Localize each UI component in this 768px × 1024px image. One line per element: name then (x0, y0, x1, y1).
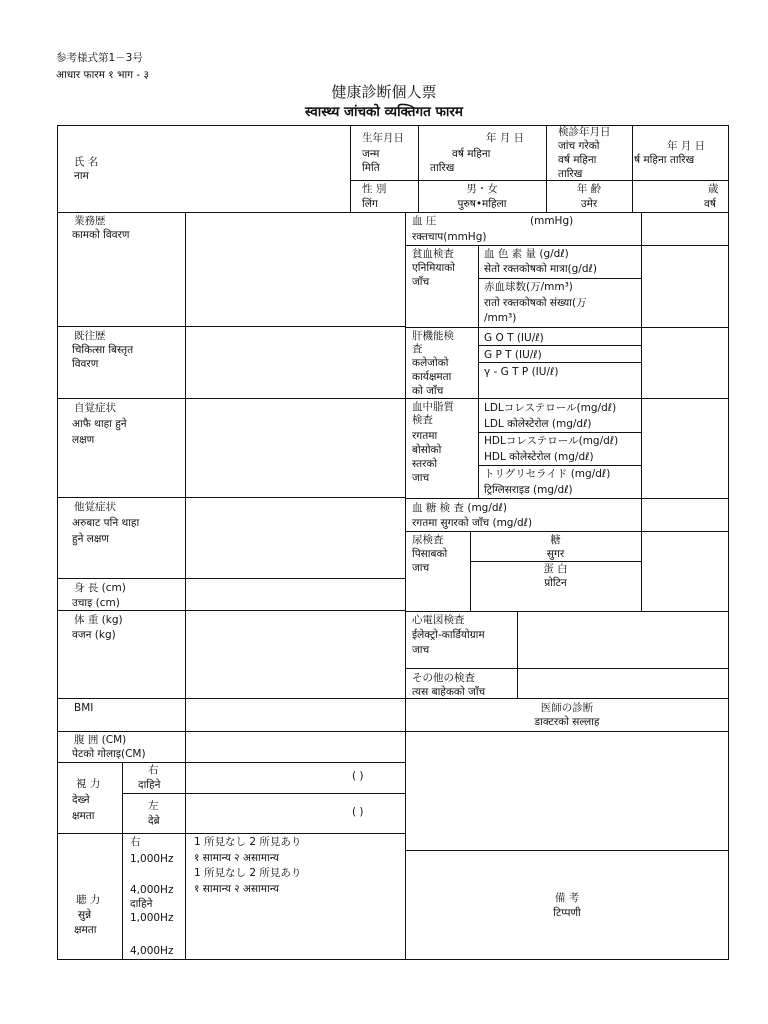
divider (478, 432, 641, 433)
divider (57, 610, 405, 611)
divider (641, 212, 642, 611)
hemoglobin-jp: 血 色 素 量 (g/dℓ) (484, 248, 569, 260)
divider (57, 833, 405, 834)
divider (478, 345, 641, 346)
exam-date-np: जांच गरेको (558, 140, 600, 152)
hz-1000: 1,000Hz (130, 912, 174, 924)
divider (57, 698, 729, 699)
occupation-jp: 業務歴 (74, 215, 106, 227)
lipid-jp: 検査 (412, 414, 433, 426)
sex-label-np: लिंग (362, 198, 378, 210)
divider (122, 793, 405, 794)
tg-np: ट्रिग्लिसराइड (mg/dℓ) (484, 484, 573, 496)
exam-date-np: तारिख (558, 168, 583, 180)
bp-jp: 血 圧 (412, 215, 437, 227)
subjective-np: लक्षण (72, 434, 95, 446)
sex-value-jp: 男・女 (466, 183, 498, 195)
hz-1000: 1,000Hz (130, 853, 174, 865)
divider (405, 498, 729, 499)
divider (350, 125, 351, 212)
divider (405, 398, 729, 399)
hearing-finding-np: १ सामान्य २ असामान्य (194, 852, 279, 864)
other-exam-jp: その他の検査 (412, 672, 475, 684)
divider (632, 125, 633, 212)
ecg-np: जाच (412, 644, 430, 656)
liver-np: कलेजोको (412, 357, 449, 369)
dob-ymd-jp: 年 月 日 (486, 132, 525, 144)
name-label-jp: 氏 名 (74, 156, 99, 168)
ldl-jp: LDLコレステロール(mg/dℓ) (484, 402, 617, 414)
divider (57, 762, 405, 763)
divider (478, 398, 479, 498)
subjective-np: आफै थाहा हुने (72, 418, 127, 430)
exam-date-np: वर्ष महिना (558, 154, 597, 166)
hemoglobin-np: सेतो रक्तकोषको मात्रा(g/dℓ) (484, 263, 597, 275)
remarks-jp: 備 考 (554, 892, 580, 904)
hearing-np: सुन्ने (78, 909, 92, 921)
protein-jp: 蛋 白 (543, 563, 568, 575)
divider (405, 611, 729, 612)
other-exam-np: त्यस बाहेकको जाँच (412, 686, 486, 698)
exam-date-jp: 検診年月日 (558, 126, 611, 138)
vision-np: देख्ने (72, 794, 90, 806)
vision-left-np: देब्रे (148, 815, 160, 827)
dob-ymd-np: वर्ष महिना (452, 148, 491, 160)
lipid-np: जाच (412, 472, 430, 484)
gpt-label: G P T (IU/ℓ) (484, 349, 542, 361)
divider (185, 731, 186, 762)
objective-np: अरुबाट पनि थाहा (72, 517, 140, 529)
age-label-np: उमेर (580, 198, 598, 210)
objective-np: हुने लक्षण (72, 533, 109, 545)
hz-4000: 4,000Hz (130, 884, 174, 896)
height-np: उचाइ (cm) (72, 597, 120, 609)
bp-unit: (mmHg) (530, 215, 574, 227)
vision-right-np: दाहिने (138, 779, 161, 791)
divider (405, 212, 406, 960)
weight-jp: 体 重 (kg) (74, 614, 123, 626)
divider (478, 362, 641, 363)
vision-np: क्षमता (72, 810, 95, 822)
hearing-right-jp: 右 (130, 836, 141, 848)
hearing-jp: 聴 力 (76, 894, 101, 906)
urine-np: जाच (412, 562, 430, 574)
vision-right-jp: 右 (148, 764, 159, 776)
dob-label-np: जन्म (362, 148, 380, 160)
waist-np: पेटको गोलाइ(CM) (72, 748, 146, 760)
rbc-jp: 赤血球数(万/mm³) (484, 281, 573, 293)
lipid-np: रगतमा (412, 430, 438, 442)
age-unit-jp: 歳 (708, 183, 719, 195)
got-label: G O T (IU/ℓ) (484, 332, 544, 344)
dob-label-jp: 生年月日 (362, 132, 404, 144)
divider (405, 668, 729, 669)
dob-ymd-np: तारिख (430, 162, 455, 174)
hearing-finding-jp: 1 所見なし 2 所見あり (194, 836, 302, 848)
divider (405, 245, 729, 246)
divider (185, 762, 186, 833)
divider (470, 561, 641, 562)
divider (405, 327, 729, 328)
divider (57, 212, 729, 213)
sex-value-np: पुरुष•महिला (457, 198, 507, 210)
urine-np: पिसाबको (412, 548, 448, 560)
title-jp: 健康診断個人票 (331, 83, 437, 101)
divider (517, 611, 518, 698)
remarks-np: टिप्पणी (553, 907, 581, 919)
title-np: स्वास्थ्य जांचको व्यक्तिगत फारम (305, 104, 463, 120)
hearing-right-np: दाहिने (130, 898, 153, 910)
divider (405, 531, 729, 532)
sex-label-jp: 性 別 (362, 183, 387, 195)
history-np: चिकित्सा बिस्तृत (72, 344, 134, 356)
bmi-label: BMI (74, 702, 94, 714)
hearing-finding-np: १ सामान्य २ असामान्य (194, 883, 279, 895)
age-unit-np: वर्ष (704, 198, 716, 210)
urine-sugar-jp: 糖 (550, 534, 561, 546)
dob-label-np: मिति (362, 162, 380, 174)
urine-jp: 尿検査 (412, 534, 444, 546)
divider (57, 497, 405, 498)
history-jp: 既往歴 (74, 330, 106, 342)
name-label-np: नाम (74, 170, 89, 182)
ldl-np: LDL कोलेस्टेरोल (mg/dℓ) (484, 418, 592, 430)
liver-jp: 査 (412, 343, 423, 355)
divider (405, 850, 729, 851)
ecg-jp: 心電図検査 (412, 614, 465, 626)
form-ref-np: आधार फारम १ भाग - ३ (56, 69, 150, 81)
vision-right-paren: ( ) (352, 770, 364, 782)
liver-np: कार्यक्षमता (412, 371, 452, 383)
hdl-np: HDL कोलेस्टेरोल (mg/dℓ) (484, 451, 594, 463)
divider (122, 762, 123, 960)
bp-np: रक्तचाप(mmHg) (412, 231, 487, 243)
ggtp-label: γ - G T P (IU/ℓ) (484, 366, 559, 378)
protein-np: प्रोटिन (544, 577, 567, 589)
waist-jp: 腹 囲 (CM) (74, 734, 127, 746)
occupation-np: कामको विवरण (72, 229, 130, 241)
lipid-jp: 血中脂質 (412, 401, 454, 413)
doctor-diagnosis-np: डाक्टरको सल्लाह (534, 716, 600, 728)
liver-jp: 肝機能検 (412, 330, 454, 342)
hdl-jp: HDLコレステロール(mg/dℓ) (484, 435, 619, 447)
form-ref-jp: 参考様式第1－3号 (56, 52, 143, 64)
lipid-np: बोसोको (412, 444, 442, 456)
anemia-np: जाँच (412, 276, 430, 288)
subjective-jp: 自覚症状 (74, 402, 116, 414)
divider (478, 278, 641, 279)
vision-left-jp: 左 (148, 800, 159, 812)
ecg-np: ईलेक्ट्रो-कार्डियोग्राम (412, 629, 485, 641)
urine-sugar-np: सुगर (546, 548, 565, 560)
divider (185, 833, 186, 960)
divider (57, 326, 405, 327)
exam-ymd-np: र्ष महिना तारिख (634, 154, 695, 166)
liver-np: को जाँच (412, 385, 444, 397)
objective-jp: 他覚症状 (74, 501, 116, 513)
divider (350, 180, 729, 181)
divider (57, 398, 405, 399)
doctor-diagnosis-jp: 医師の診断 (540, 702, 594, 714)
exam-ymd-jp: 年 月 日 (667, 140, 706, 152)
vision-jp: 視 力 (76, 778, 101, 790)
rbc-np: /mm³) (484, 312, 517, 324)
hearing-np: क्षमता (74, 924, 97, 936)
divider (478, 245, 479, 398)
divider (57, 578, 405, 579)
divider (185, 212, 186, 731)
age-label-jp: 年 齢 (576, 183, 602, 195)
lipid-np: स्तरको (412, 458, 438, 470)
tg-jp: トリグリセライド (mg/dℓ) (484, 468, 611, 480)
weight-np: वजन (kg) (72, 629, 116, 641)
anemia-jp: 貧血検査 (412, 248, 454, 260)
divider (57, 731, 729, 732)
vision-left-paren: ( ) (352, 806, 364, 818)
rbc-np: रातो रक्तकोषको संख्या(万 (484, 297, 587, 309)
sugar-jp: 血 糖 検 査 (mg/dℓ) (412, 502, 507, 514)
anemia-np: एनिमियाको (412, 262, 455, 274)
hz-4000: 4,000Hz (130, 945, 174, 957)
divider (478, 465, 641, 466)
height-jp: 身 長 (cm) (74, 582, 126, 594)
hearing-finding-jp: 1 所見なし 2 所見あり (194, 867, 302, 879)
sugar-np: रगतमा सुगरको जाँच (mg/dℓ) (412, 517, 533, 529)
history-np: विवरण (72, 358, 99, 370)
